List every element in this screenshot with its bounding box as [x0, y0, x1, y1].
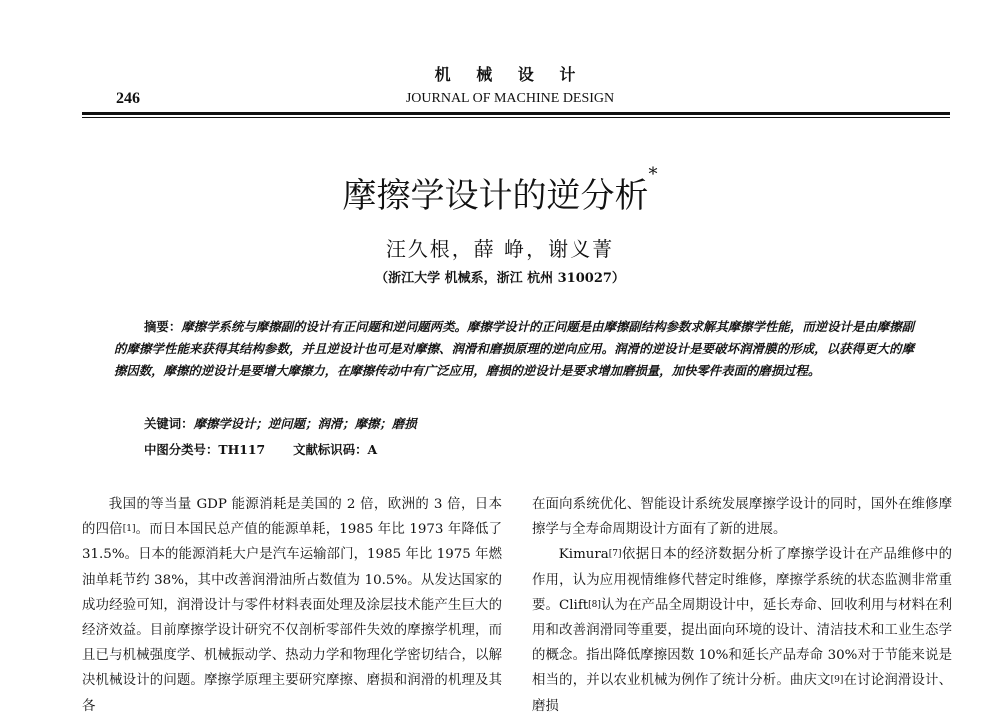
reference-link[interactable]: [8]: [588, 599, 601, 610]
classification-line: [144, 440, 377, 458]
authors: 汪久根，薛 峥，谢义菁: [385, 237, 615, 261]
abstract-label: 摘要：: [144, 319, 182, 334]
clc-label: 中图分类号：: [144, 442, 219, 457]
paragraph-text: 在讨论润滑设计、磨损: [532, 673, 953, 714]
body-column-left: [82, 492, 502, 719]
body-paragraph: [532, 542, 952, 718]
page-number: 246: [116, 90, 140, 107]
header-rule-thin: [82, 117, 950, 118]
paragraph-text: Kimura: [558, 547, 609, 563]
paragraph-text: 我国的等当量 GDP 能源消耗是美国的 2 倍，欧洲的 3 倍，日本的四倍: [82, 497, 502, 538]
header-rule-thick: [82, 112, 950, 115]
title-footnote-mark: *: [648, 164, 658, 185]
body-paragraph: [82, 492, 502, 719]
paragraph-text: 依据日本的经济数据分析了摩擦学设计在产品维修中的作用，认为应用视情维修代替定时维修，摩擦学系统的状态监测非常重要。Clift: [532, 547, 952, 613]
keywords-label: 关键词：: [144, 416, 194, 431]
affiliation: （浙江大学 机械系，浙江 杭州 310027）: [375, 271, 625, 286]
clc-value: TH117: [218, 442, 266, 457]
paragraph-text: 认为在产品全周期设计中，延长寿命、回收利用与材料在利用和改善润滑同等重要，提出面向环境的设计、清洁技术和工业生态学的概念。指出降低摩擦因数 10%和延长产品寿命 30%对于节能来说是相当的，并以农业机械为例作了统计分析。曲庆文: [532, 597, 952, 689]
reference-link[interactable]: [7]: [608, 549, 622, 560]
body-paragraph: 在面向系统优化、智能设计系统发展摩擦学设计的同时，国外在维修摩擦学与全寿命周期设计方面有了新的进展。: [532, 497, 952, 538]
journal-name-cn: 机 械 设 计: [434, 65, 586, 84]
doc-code-value: A: [367, 442, 378, 457]
abstract: [114, 316, 914, 382]
keywords-text: 摩擦学设计；逆问题；润滑；摩擦；磨损: [193, 416, 417, 431]
doc-code-label: 文献标识码：: [293, 442, 368, 457]
body-column-right: [532, 492, 952, 719]
keywords: [144, 414, 417, 432]
reference-link[interactable]: [1]: [122, 524, 136, 535]
abstract-text: 摩擦学系统与摩擦副的设计有正问题和逆问题两类。摩擦学设计的正问题是由摩擦副结构参数求解其摩擦学性能，而逆设计是由摩擦副的摩擦学性能来获得其结构参数，并且逆设计也可是对摩擦、润滑和磨损原理的逆向应用。润滑的逆设计是要破坏润滑膜的形成，以获得更大的摩擦因数，摩擦的逆设计是要增大摩擦力，在摩擦传动中有广泛应用，磨损的逆设计是要求增加磨损量，加快零件表面的磨损过程。: [114, 319, 915, 378]
article-title: [200, 164, 800, 217]
reference-link[interactable]: [9]: [830, 675, 844, 686]
paragraph-text: 。而日本国民总产值的能源单耗，1985 年比 1973 年降低了 31.5%。日本的能源消耗大户是汽车运输部门，1985 年比 1975 年燃油单耗节约 38%，其中改善润滑油所占数值为 10.5%。从发达国家的成功经验可知，润滑设计与零件材料表面处理及涂层技术能产生巨大的经济效益。目前摩擦学设计研究不仅剖析零部件失效的摩擦学机理，而且已与机械强度学、机械振动学、热动力学和物理化学密切结合，以解决机械设计的问题。摩擦学原理主要研究摩擦、磨损和润滑的机理及其各: [82, 522, 503, 714]
journal-name-en: JOURNAL OF MACHINE DESIGN: [405, 91, 615, 106]
title-text: 摩擦学设计的逆分析: [342, 176, 649, 216]
